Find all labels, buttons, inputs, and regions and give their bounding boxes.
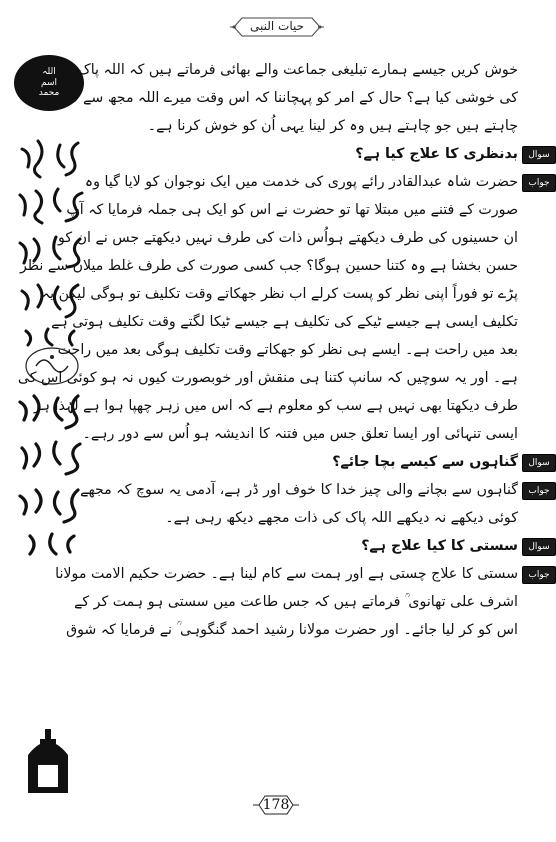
question-block <box>100 448 550 476</box>
text-line: حضرت شاہ عبدالقادر رائے پوری کی خدمت میں ایک نوجوان کو لایا گیا وہ <box>84 174 518 190</box>
text-line: سستی کا علاج چستی ہے اور ہمت سے کام لینا ہے۔ حضرت حکیم الامت مولانا <box>55 566 518 582</box>
paragraph <box>63 56 518 140</box>
running-header <box>230 14 324 40</box>
text-line: اشرف علی تھانوی ؒ فرماتے ہیں کہ جس طاعت میں سستی ہو ہمت کر کے <box>74 594 518 610</box>
seal-line: اسم <box>40 77 58 88</box>
seal-line: اللہ <box>42 66 56 77</box>
answer-label: جواب <box>522 482 556 500</box>
text-line: چاہتے ہیں جو چاہتے ہیں وہ کر لینا یہی اُن کو خوش کرنا ہے۔ <box>147 118 518 134</box>
text-line: سستی کا کیا علاج ہے؟ <box>361 538 518 554</box>
text-line: خوش کریں جیسے ہمارے تبلیغی جماعت والے بھائی فرماتے ہیں کہ اللہ پاک <box>78 62 518 78</box>
text-line: اس کو کر لیا جائے۔ اور حضرت مولانا رشید احمد گنگوہی ؒ نے فرمایا کہ شوق <box>66 622 518 638</box>
text-line: صورت کے فتنے میں مبتلا تھا تو حضرت نے اس کو ایک ہی جملہ فرمایا کہ آپ <box>66 202 518 218</box>
answer-block <box>17 168 550 448</box>
footer-ornament <box>16 725 80 795</box>
answer-label: جواب <box>522 174 556 192</box>
text-line: ایسی تنہائی اور ایسا تعلق جس میں فتنہ کا اندیشہ ہو اُس سے دور رہے۔ <box>82 426 518 442</box>
question-label: سوال <box>522 146 556 164</box>
text-line: بعد میں راحت ہے۔ ایسے ہی نظر کو جھکاتے وقت تکلیف ہوگی بعد میں راحت <box>57 342 518 358</box>
text-line: گناہوں سے بچانے والی چیز خدا کا خوف اور ڈر ہے، آدمی یہ سوچ کہ مجھے <box>80 482 518 498</box>
text-line: کی خوشی کیا ہے؟ حال کے امر کو پہچاننا کہ اس وقت میرے اللہ مجھ سے کیا <box>63 90 518 106</box>
answer-block <box>80 476 550 532</box>
text-line: بدنظری کا علاج کیا ہے؟ <box>355 146 518 162</box>
text-line: گناہوں سے کیسے بچا جائے؟ <box>332 454 518 470</box>
question-block <box>100 532 550 560</box>
text-line: پڑے تو فوراً اپنی نظر کو پست کرلے اب نظر جھکاتے وقت تکلیف تو ہوگی لیکن یہ <box>41 286 518 302</box>
seal-line: محمد <box>38 88 60 99</box>
answer-label: جواب <box>522 566 556 584</box>
page-number-badge <box>253 794 299 816</box>
text-line: ہے۔ اور یہ سوچیں کہ سانپ کتنا ہی منقش اور خوبصورت کیوں نہ ہو کوئی اس کی <box>17 370 518 386</box>
question-label: سوال <box>522 454 556 472</box>
page-number: 178 <box>262 797 290 813</box>
text-line: کوئی دیکھے نہ دیکھے اللہ پاک کی ذات مجھے دیکھ رہی ہے۔ <box>165 510 518 526</box>
text-line: طرف دیکھتا بھی نہیں ہے سب کو معلوم ہے کہ اس میں زہر چھپا ہوا ہے لہٰذا ہر <box>33 398 518 414</box>
text-line: ان حسینوں کی طرف دیکھتے ہواُس ذات کی طرف نہیں دیکھتے جس نے ان کو <box>58 230 518 246</box>
text-line: حسن بخشا ہے وہ کتنا حسین ہوگا؟ جب کسی صورت کی طرف غلط میلان سے نظر <box>19 258 518 274</box>
answer-block <box>55 560 550 644</box>
text-line: تکلیف ایسی ہے جیسے ٹیکے کی تکلیف ہے جیسے ٹیکا لگتے وقت تکلیف ہوتی ہے <box>51 314 518 330</box>
question-block <box>100 140 550 168</box>
question-label: سوال <box>522 538 556 556</box>
header-title: حیات النبی <box>249 19 305 33</box>
